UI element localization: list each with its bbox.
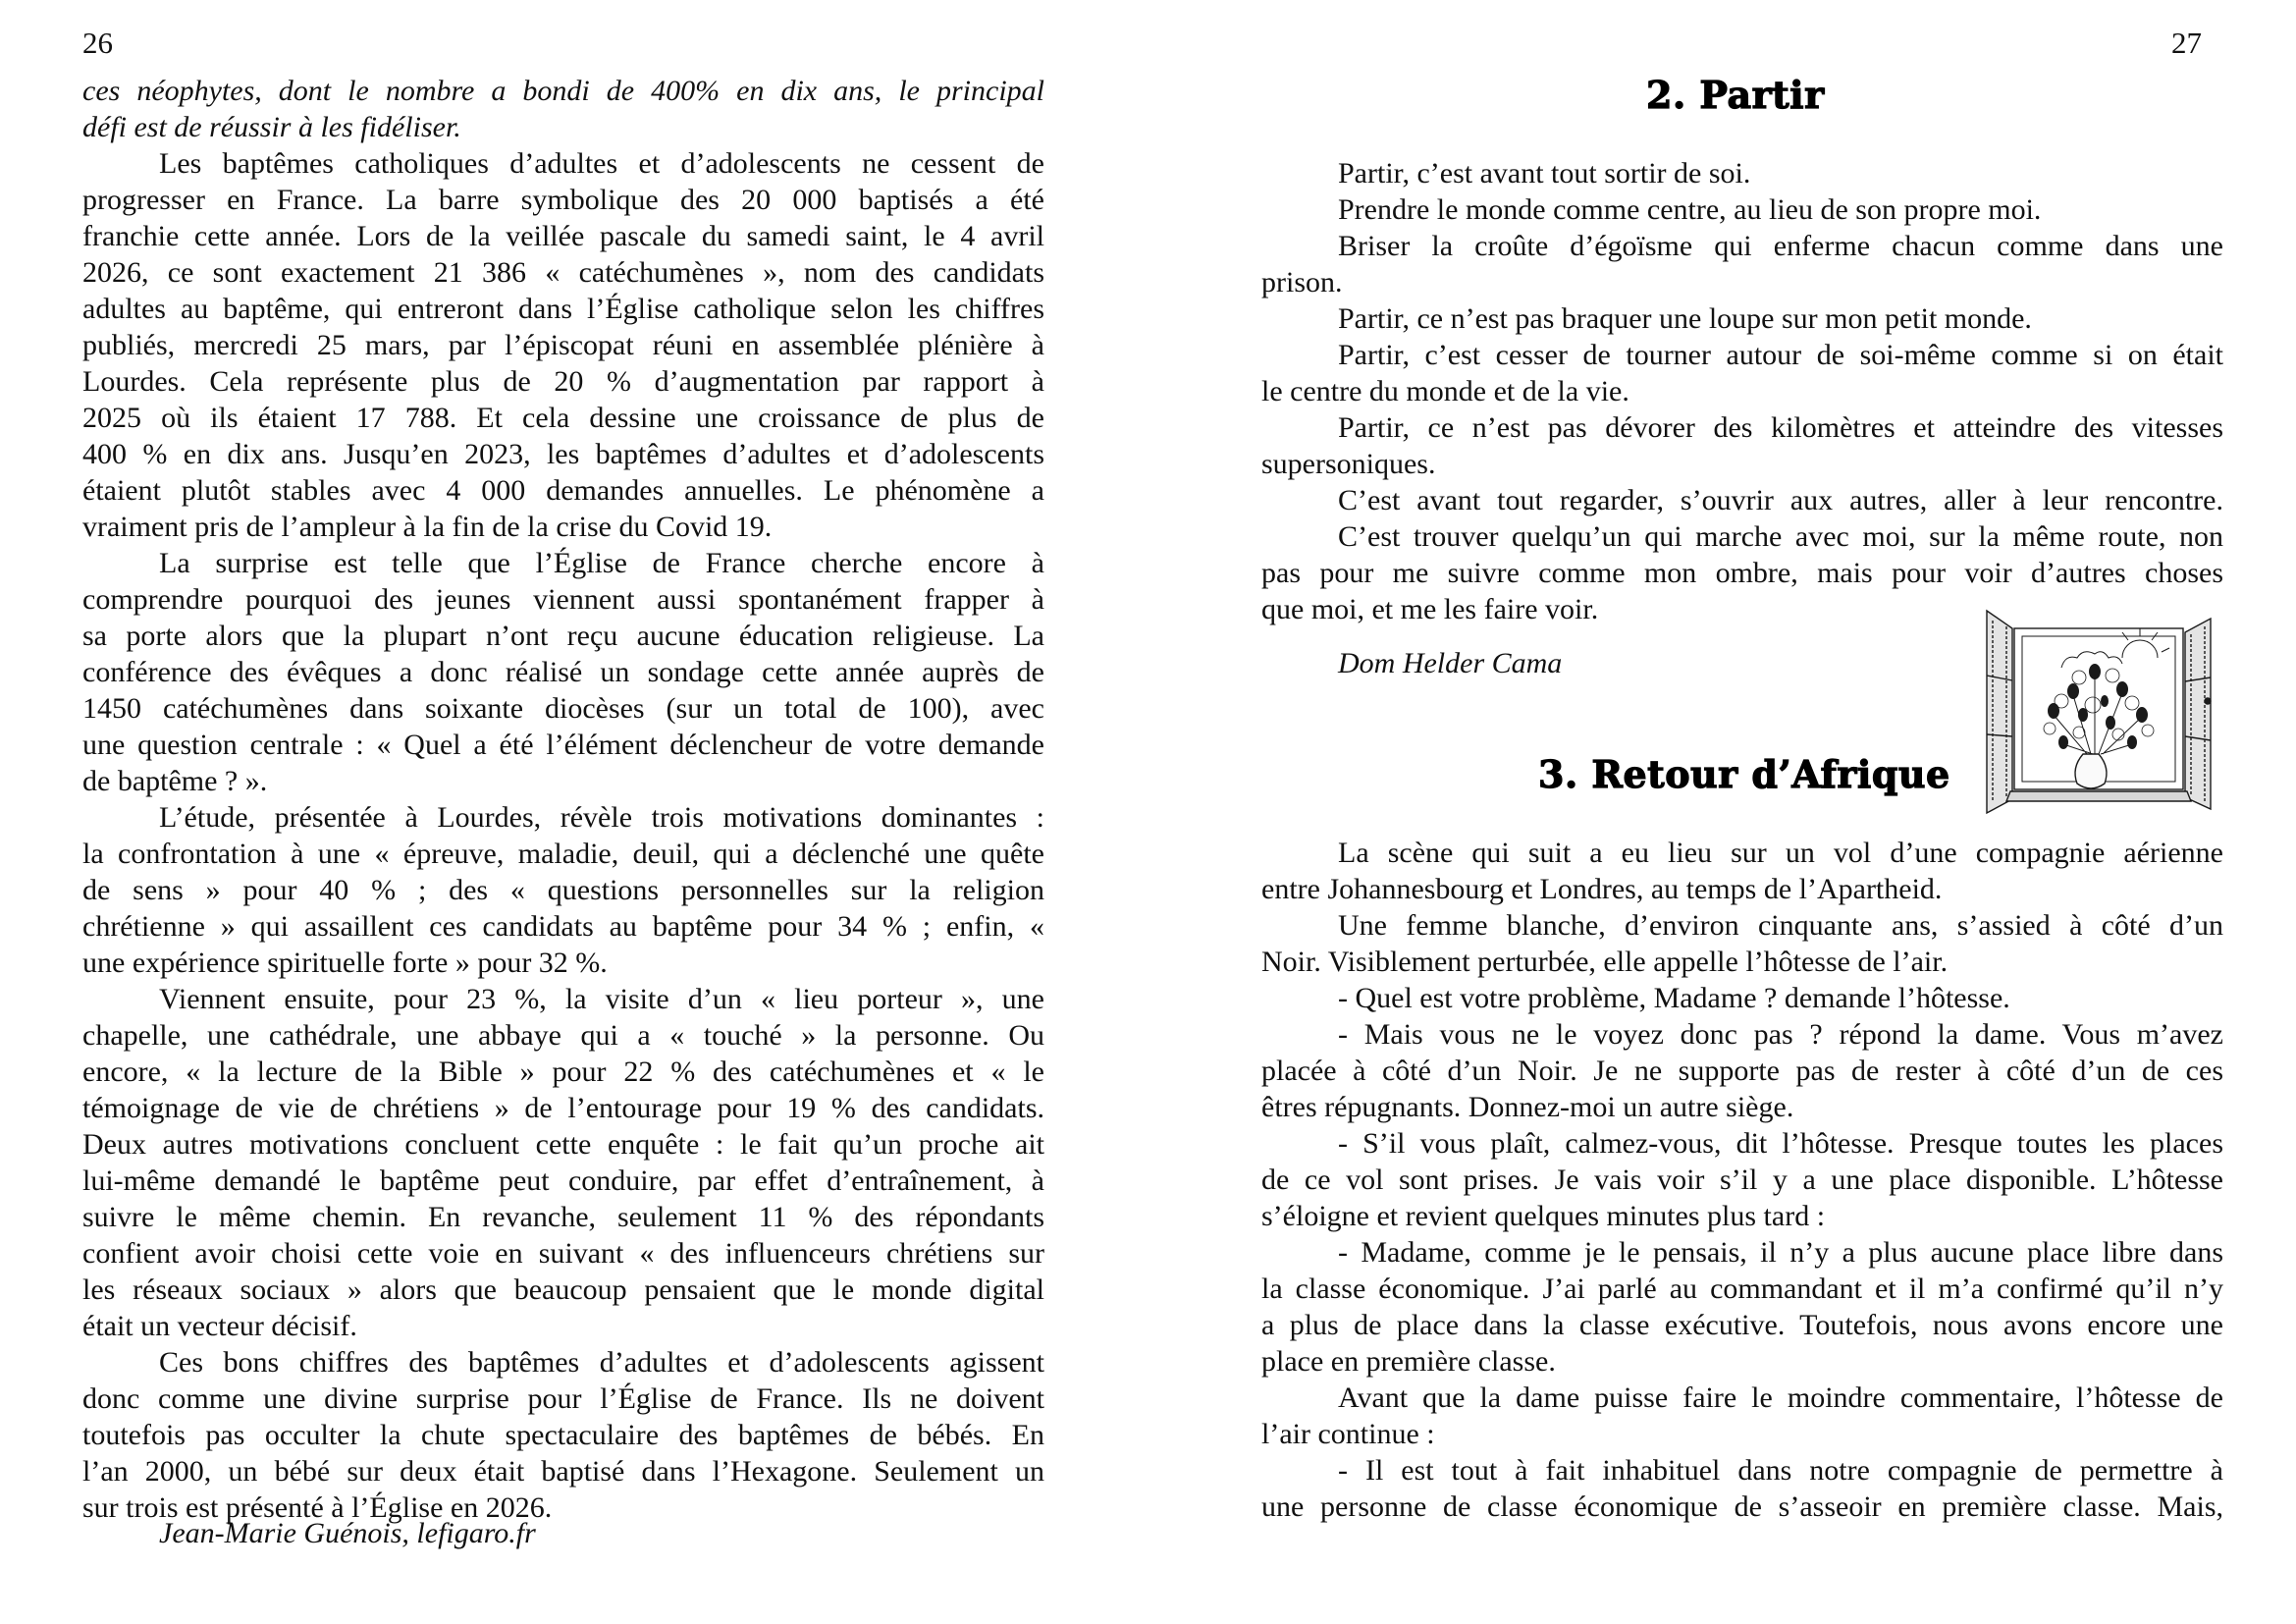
- text-line: suivre le même chemin. En revanche, seulement 11 % des répondants: [82, 1201, 1044, 1233]
- text-line: La scène qui suit a eu lieu sur un vol d’une compagnie aérienne: [1338, 837, 2223, 869]
- text-line: une question centrale : « Quel a été l’élément déclencheur de votre demande: [82, 729, 1044, 761]
- text-line: placée à côté d’un Noir. Je ne supporte pas de rester à côté d’un de ces: [1261, 1055, 2223, 1087]
- poem-body: [1261, 155, 2223, 627]
- text-line: C’est trouver quelqu’un qui marche avec moi, sur la même route, non: [1338, 520, 2223, 553]
- text-line: 2025 où ils étaient 17 788. Et cela dessine une croissance de plus de: [82, 402, 1044, 434]
- text-line: chapelle, une cathédrale, une abbaye qui a « touché » la personne. Ou: [82, 1019, 1044, 1052]
- text-line: témoignage de vie de chrétiens » de l’entourage pour 19 % des candidats.: [82, 1092, 1044, 1124]
- text-line: l’an 2000, un bébé sur deux était baptisé dans l’Hexagone. Seulement un: [82, 1455, 1044, 1488]
- text-line: confient avoir choisi cette voie en suivant « des influenceurs chrétiens sur: [82, 1237, 1044, 1270]
- text-line: donc comme une divine surprise pour l’Église de France. Ils ne doivent: [82, 1382, 1044, 1415]
- text-line: pas pour me suivre comme mon ombre, mais pour voir d’autres choses: [1261, 557, 2223, 589]
- page-number: 26: [82, 26, 113, 60]
- text-line: La surprise est telle que l’Église de France cherche encore à: [159, 547, 1044, 579]
- text-line: la confrontation à une « épreuve, maladie, deuil, qui a déclenché une quête: [82, 838, 1044, 870]
- text-line: Avant que la dame puisse faire le moindre commentaire, l’hôtesse de: [1338, 1381, 2223, 1414]
- text-line: Une femme blanche, d’environ cinquante ans, s’assied à côté d’un: [1338, 909, 2223, 942]
- intro-line: défi est de réussir à les fidéliser.: [82, 111, 461, 143]
- text-line: la classe économique. J’ai parlé au commandant et il m’a confirmé qu’il n’y: [1261, 1272, 2223, 1305]
- text-line: - S’il vous plaît, calmez-vous, dit l’hôtesse. Presque toutes les places: [1338, 1127, 2223, 1160]
- text-line: de ce vol sont prises. Je vais voir s’il y a une place disponible. L’hôtesse: [1261, 1164, 2223, 1196]
- text-line: l’air continue :: [1261, 1418, 1435, 1450]
- text-line: Viennent ensuite, pour 23 %, la visite d’un « lieu porteur », une: [159, 983, 1044, 1015]
- text-line: 1450 catéchumènes dans soixante diocèses (sur un total de 100), avec: [82, 692, 1044, 725]
- text-line: chrétienne » qui assaillent ces candidats au baptême pour 34 % ; enfin, «: [82, 910, 1044, 943]
- text-line: Lourdes. Cela représente plus de 20 % d’augmentation par rapport à: [82, 365, 1044, 398]
- text-line: Partir, c’est cesser de tourner autour de soi-même comme si on était: [1338, 339, 2223, 371]
- text-line: conférence des évêques a donc réalisé un sondage cette année auprès de: [82, 656, 1044, 688]
- text-line: encore, « la lecture de la Bible » pour 22 % des catéchumènes et « le: [82, 1056, 1044, 1088]
- text-line: vraiment pris de l’ampleur à la fin de la crise du Covid 19.: [82, 511, 773, 543]
- text-line: franchie cette année. Lors de la veillée pascale du samedi saint, le 4 avril: [82, 220, 1044, 252]
- text-line: - Mais vous ne le voyez donc pas ? répond la dame. Vous m’avez: [1338, 1018, 2223, 1051]
- attribution: Dom Helder Cama: [1338, 647, 1563, 679]
- page-number: 27: [2171, 26, 2202, 60]
- text-line: une personne de classe économique de s’asseoir en première classe. Mais,: [1261, 1490, 2223, 1523]
- text-line: publiés, mercredi 25 mars, par l’épiscopat réuni en assemblée plénière à: [82, 329, 1044, 361]
- text-line: 2026, ce sont exactement 21 386 « catéchumènes », nom des candidats: [82, 256, 1044, 289]
- text-line: Prendre le monde comme centre, au lieu de son propre moi.: [1338, 193, 2042, 226]
- text-line: étaient plutôt stables avec 4 000 demandes annuelles. Le phénomène a: [82, 474, 1044, 507]
- text-line: Partir, ce n’est pas braquer une loupe sur mon petit monde.: [1338, 302, 2032, 335]
- text-line: - Madame, comme je le pensais, il n’y a plus aucune place libre dans: [1338, 1236, 2223, 1269]
- intro-line: ces néophytes, dont le nombre a bondi de 400% en dix ans, le principal: [82, 75, 1044, 107]
- text-line: - Il est tout à fait inhabituel dans notre compagnie de permettre à: [1338, 1454, 2223, 1487]
- text-line: prison.: [1261, 266, 1343, 298]
- section-heading-partir: 2. Partir: [1646, 73, 1825, 117]
- text-line: entre Johannesbourg et Londres, au temps de l’Apartheid.: [1261, 873, 1943, 905]
- text-line: L’étude, présentée à Lourdes, révèle trois motivations dominantes :: [159, 801, 1044, 834]
- text-line: Noir. Visiblement perturbée, elle appelle l’hôtesse de l’air.: [1261, 946, 1949, 978]
- text-line: place en première classe.: [1261, 1345, 1556, 1378]
- text-line: Ces bons chiffres des baptêmes d’adultes et d’adolescents agissent: [159, 1346, 1044, 1379]
- window-flowers-illustration: [1985, 607, 2213, 819]
- text-line: sa porte alors que la plupart n’ont reçu aucune éducation religieuse. La: [82, 620, 1044, 652]
- text-line: comprendre pourquoi des jeunes viennent aussi spontanément frapper à: [82, 583, 1044, 616]
- text-line: de baptême ? ».: [82, 765, 268, 797]
- text-line: toutefois pas occulter la chute spectaculaire des baptêmes de bébés. En: [82, 1419, 1044, 1451]
- text-line: sur trois est présenté à l’Église en 2026.: [82, 1491, 553, 1524]
- section-heading-retour-afrique: 3. Retour d’Afrique: [1538, 752, 1950, 796]
- text-line: adultes au baptême, qui entreront dans l’Église catholique selon les chiffres: [82, 293, 1044, 325]
- text-line: lui-même demandé le baptême peut conduire, par effet d’entraînement, à: [82, 1164, 1044, 1197]
- text-line: que moi, et me les faire voir.: [1261, 593, 1599, 625]
- text-line: Les baptêmes catholiques d’adultes et d’adolescents ne cessent de: [159, 147, 1044, 180]
- text-line: progresser en France. La barre symbolique des 20 000 baptisés a été: [82, 184, 1044, 216]
- text-line: 400 % en dix ans. Jusqu’en 2023, les baptêmes d’adultes et d’adolescents: [82, 438, 1044, 470]
- text-line: une expérience spirituelle forte » pour 32 %.: [82, 947, 608, 979]
- text-line: Deux autres motivations concluent cette enquête : le fait qu’un proche ait: [82, 1128, 1044, 1161]
- text-line: le centre du monde et de la vie.: [1261, 375, 1629, 407]
- text-line: a plus de place dans la classe exécutive. Toutefois, nous avons encore une: [1261, 1309, 2223, 1341]
- story-body: [1261, 835, 2223, 1525]
- text-line: Partir, c’est avant tout sortir de soi.: [1338, 157, 1751, 189]
- text-line: les réseaux sociaux » alors que beaucoup pensaient que le monde digital: [82, 1273, 1044, 1306]
- text-line: de sens » pour 40 % ; des « questions personnelles sur la religion: [82, 874, 1044, 906]
- text-line: êtres répugnants. Donnez-moi un autre siège.: [1261, 1091, 1794, 1123]
- text-line: était un vecteur décisif.: [82, 1310, 357, 1342]
- text-line: supersoniques.: [1261, 448, 1436, 480]
- text-line: Briser la croûte d’égoïsme qui enferme chacun comme dans une: [1338, 230, 2223, 262]
- attribution: Jean-Marie Guénois, lefigaro.fr: [159, 1517, 536, 1549]
- text-line: - Quel est votre problème, Madame ? demande l’hôtesse.: [1338, 982, 2010, 1014]
- text-line: s’éloigne et revient quelques minutes plus tard :: [1261, 1200, 1826, 1232]
- text-line: Partir, ce n’est pas dévorer des kilomètres et atteindre des vitesses: [1338, 411, 2223, 444]
- text-line: C’est avant tout regarder, s’ouvrir aux autres, aller à leur rencontre.: [1338, 484, 2223, 516]
- article-body: [82, 73, 1044, 1526]
